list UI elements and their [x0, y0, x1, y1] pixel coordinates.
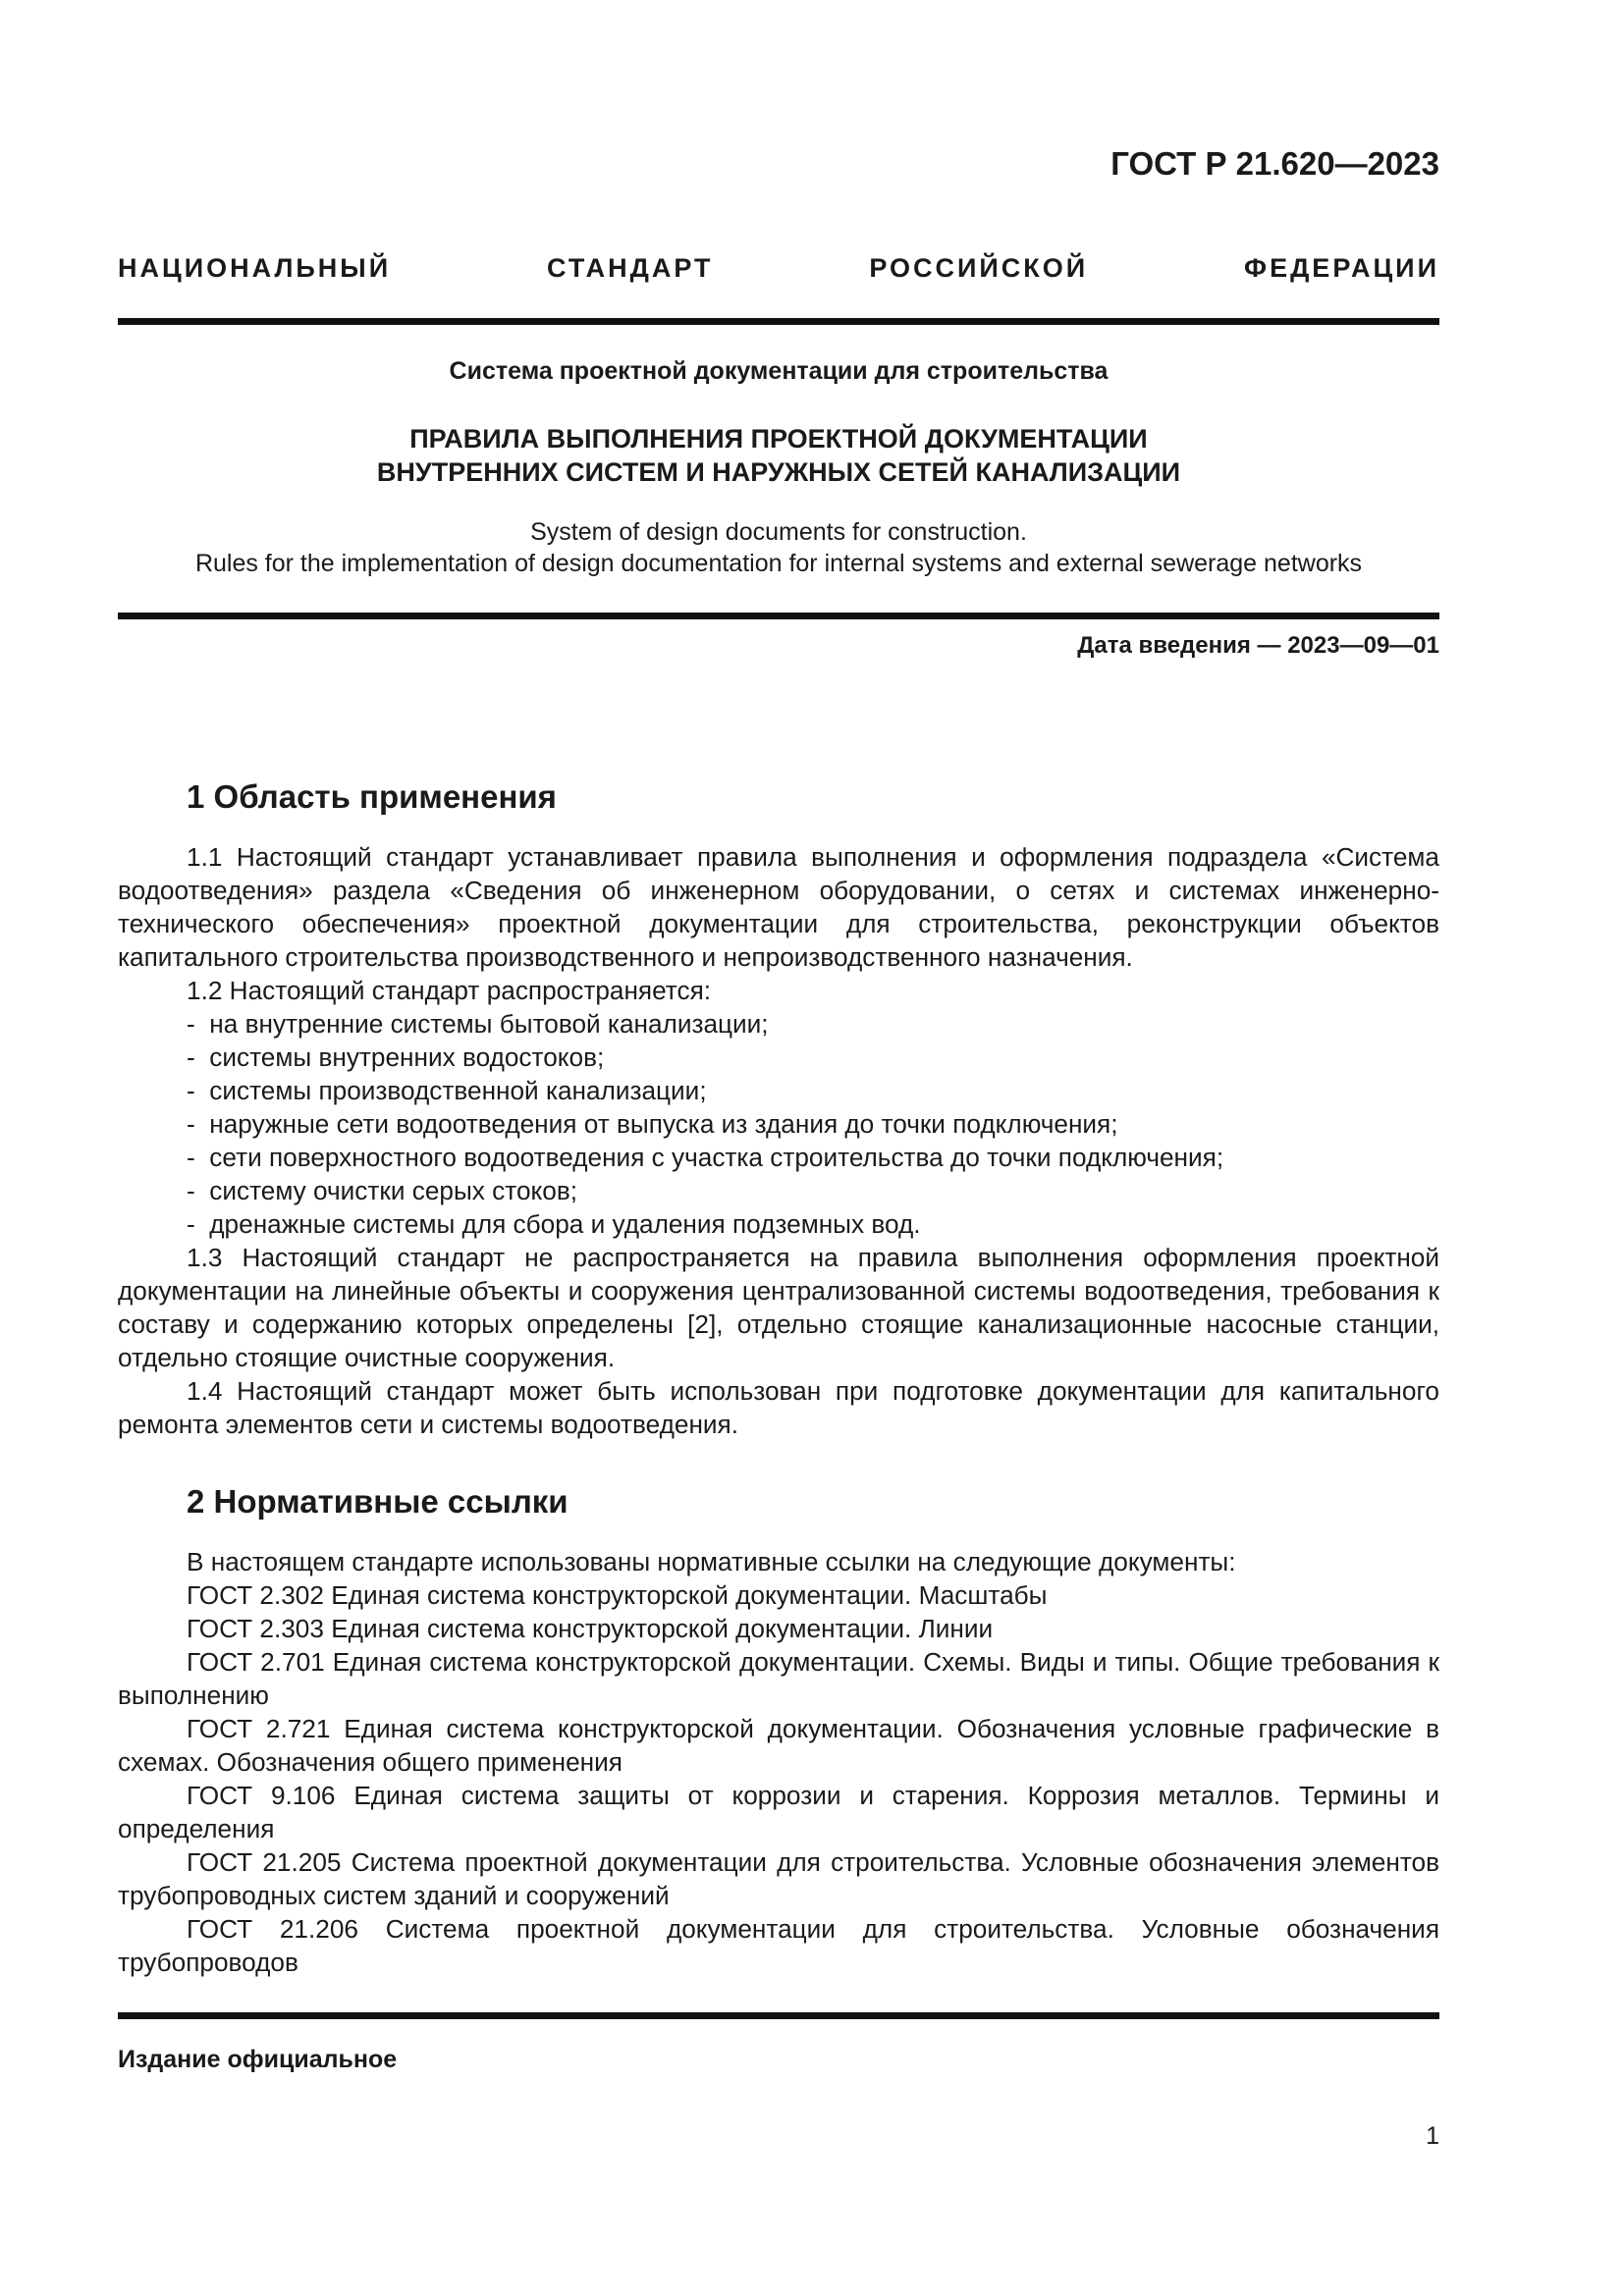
- introduction-date: Дата введения — 2023—09—01: [1077, 632, 1439, 659]
- page-number: 1: [1426, 2122, 1439, 2150]
- english-title-line-2: Rules for the implementation of design documentation for internal systems and external sewerage networks: [194, 550, 1363, 577]
- references-intro: В настоящем стандарте использованы нормативные ссылки на следующие документы:: [187, 1547, 1236, 1576]
- middle-rule: [118, 613, 1439, 619]
- list-item: - дренажные системы для сбора и удаления подземных вод.: [187, 1207, 1439, 1241]
- national-standard-banner: НАЦИОНАЛЬНЫЙ СТАНДАРТ РОССИЙСКОЙ ФЕДЕРАЦИИ: [118, 253, 1439, 283]
- reference-item: ГОСТ 2.701 Единая система конструкторской документации. Схемы. Виды и типы. Общие требования к выполнению: [118, 1647, 1439, 1710]
- list-item: - системы производственной канализации;: [187, 1074, 1439, 1107]
- reference-item: ГОСТ 9.106 Единая система защиты от коррозии и старения. Коррозия металлов. Термины и определения: [118, 1781, 1439, 1843]
- list-item: - на внутренние системы бытовой канализации;: [187, 1007, 1439, 1041]
- english-title: [118, 516, 1439, 579]
- paragraph-1-1: 1.1 Настоящий стандарт устанавливает правила выполнения и оформления подраздела «Система водоотведения» раздела «Сведения об инженерном оборудовании, о сетях и системах инженерно-технического обеспечения» проектной документации для строительства, реконструкции объектов капитального строительства производственного и непроизводственного назначения.: [118, 842, 1439, 972]
- document-title: [118, 422, 1439, 489]
- reference-item: ГОСТ 2.302 Единая система конструкторской документации. Масштабы: [187, 1580, 1048, 1610]
- english-title-line-1: System of design documents for construction.: [530, 518, 1027, 546]
- top-rule: [118, 318, 1439, 325]
- reference-item: ГОСТ 2.721 Единая система конструкторской документации. Обозначения условные графические в схемах. Обозначения общего применения: [118, 1714, 1439, 1777]
- reference-item: ГОСТ 21.205 Система проектной документации для строительства. Условные обозначения элементов трубопроводных систем зданий и сооружений: [118, 1847, 1439, 1910]
- paragraph-1-4: 1.4 Настоящий стандарт может быть использован при подготовке документации для капитального ремонта элементов сети и системы водоотведения.: [118, 1376, 1439, 1439]
- list-item: - системы внутренних водостоков;: [187, 1041, 1439, 1074]
- section-2-heading: 2 Нормативные ссылки: [187, 1483, 568, 1520]
- title-line-2: ВНУТРЕННИХ СИСТЕМ И НАРУЖНЫХ СЕТЕЙ КАНАЛИЗАЦИИ: [376, 457, 1181, 487]
- document-body: [118, 775, 1439, 1979]
- paragraph-1-2: 1.2 Настоящий стандарт распространяется:: [187, 976, 712, 1005]
- paragraph-1-3: 1.3 Настоящий стандарт не распространяется на правила выполнения оформления проектной документации на линейные объекты и сооружения централизованной системы водоотведения, требования к составу и содержанию которых определены [2], отдельно стоящие канализационные насосные станции, отдельно стоящие очистные сооружения.: [118, 1243, 1439, 1372]
- series-title: Система проектной документации для строительства: [449, 357, 1109, 385]
- reference-item: ГОСТ 2.303 Единая система конструкторской документации. Линии: [187, 1614, 994, 1643]
- official-edition-label: Издание официальное: [118, 2046, 398, 2073]
- list-item: - сети поверхностного водоотведения с участка строительства до точки подключения;: [187, 1141, 1439, 1174]
- list-item: - систему очистки серых стоков;: [187, 1174, 1439, 1207]
- scope-list: [118, 1007, 1439, 1241]
- bottom-rule: [118, 2012, 1439, 2019]
- title-line-1: ПРАВИЛА ВЫПОЛНЕНИЯ ПРОЕКТНОЙ ДОКУМЕНТАЦИИ: [409, 424, 1148, 454]
- standard-code: ГОСТ Р 21.620—2023: [1110, 145, 1439, 182]
- list-item: - наружные сети водоотведения от выпуска из здания до точки подключения;: [187, 1107, 1439, 1141]
- section-1-heading: 1 Область применения: [187, 778, 557, 815]
- reference-item: ГОСТ 21.206 Система проектной документации для строительства. Условные обозначения трубопроводов: [118, 1914, 1439, 1977]
